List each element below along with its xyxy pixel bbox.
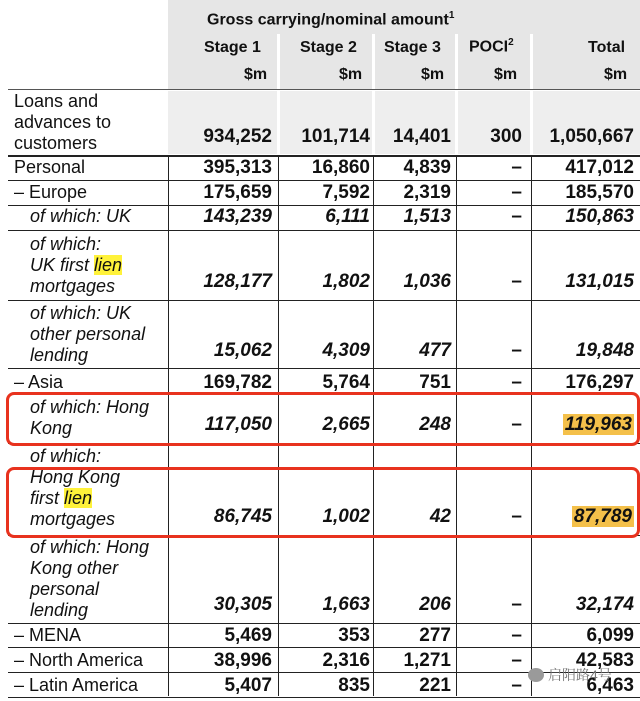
cell: 835	[338, 675, 370, 696]
row-label-loans: Loans and advances to customers	[14, 91, 112, 153]
cell: 2,316	[322, 650, 370, 671]
cell-highlighted: 87,789	[573, 506, 632, 527]
highlight-box-hk-first-lien	[6, 467, 640, 538]
watermark: 启阳路4号	[528, 665, 612, 685]
row-rule	[8, 230, 640, 231]
cell: 150,863	[565, 206, 634, 227]
wechat-icon	[528, 668, 544, 682]
cell: 4,839	[403, 157, 451, 178]
cell: 4,309	[322, 340, 370, 361]
cell: 395,313	[203, 157, 272, 178]
cell: –	[511, 625, 522, 646]
cell: 2,665	[322, 414, 370, 435]
cell-highlighted: 119,963	[564, 414, 632, 435]
cell: 1,802	[322, 271, 370, 292]
col-sep-3	[455, 34, 458, 156]
row-label-uk: of which: UK	[30, 206, 132, 226]
cell: 221	[419, 675, 451, 696]
unit-poci: $m	[494, 66, 518, 83]
row-label-hk-other: of which: Hong Kong other personal lending	[30, 537, 150, 620]
col-header-stage3: Stage 3	[384, 39, 441, 56]
cell: 101,714	[301, 126, 370, 147]
col-header-poci: POCI$^2$	[469, 37, 514, 56]
cell: 131,015	[565, 271, 634, 292]
cell: 128,177	[203, 271, 272, 292]
col-header-stage1: Stage 1	[204, 39, 261, 56]
cell: 42	[429, 506, 451, 527]
cell: 751	[419, 372, 451, 393]
cell: 5,407	[224, 675, 272, 696]
cell: 6,099	[586, 625, 634, 646]
cell: –	[511, 271, 522, 292]
col-header-total: Total	[588, 39, 626, 56]
cell: 169,782	[203, 372, 272, 393]
unit-stage1: $m	[244, 66, 268, 83]
cell: 19,848	[575, 340, 634, 361]
cell: 175,659	[203, 182, 272, 203]
cell: 14,401	[392, 126, 451, 147]
cell: –	[511, 506, 522, 527]
cell: 934,252	[203, 126, 272, 147]
row-label-personal: Personal	[14, 157, 86, 177]
cell: –	[511, 650, 522, 671]
cell: 185,570	[565, 182, 634, 203]
col-sep-4	[530, 34, 533, 156]
cell: 32,174	[575, 594, 634, 615]
cell: 7,592	[322, 182, 370, 203]
cell: 477	[419, 340, 451, 361]
group-title: Gross carrying/nominal amount$^1$	[207, 10, 455, 29]
cell: –	[511, 372, 522, 393]
cell: 117,050	[204, 414, 272, 435]
col-header-stage2: Stage 2	[300, 39, 357, 56]
col-sep-2	[372, 34, 375, 156]
header-rule	[8, 89, 640, 90]
row-rule	[8, 623, 640, 624]
cell: 206	[419, 594, 451, 615]
cell: 30,305	[213, 594, 272, 615]
cell: 1,002	[322, 506, 370, 527]
cell: –	[511, 157, 522, 178]
cell: 5,764	[322, 372, 370, 393]
cell: –	[511, 594, 522, 615]
cell: 300	[490, 126, 522, 147]
row-rule	[8, 697, 640, 698]
cell: 15,062	[213, 340, 272, 361]
cell: 143,239	[203, 206, 272, 227]
cell: –	[511, 206, 522, 227]
cell: 1,663	[322, 594, 370, 615]
row-label-hk-first-lien: of which: Hong Kong first lien mortgages	[30, 446, 121, 529]
cell: –	[511, 414, 522, 435]
cell: 1,513	[403, 206, 451, 227]
cell: –	[511, 675, 522, 696]
unit-stage2: $m	[339, 66, 363, 83]
unit-stage3: $m	[421, 66, 445, 83]
cell: 6,463	[586, 675, 634, 696]
row-label-uk-first-lien: of which: UK first lien mortgages	[30, 234, 123, 296]
row-label-asia: – Asia	[14, 372, 64, 392]
cell: –	[511, 182, 522, 203]
cell: 6,111	[325, 206, 370, 227]
cell: 176,297	[565, 372, 634, 393]
cell: 353	[338, 625, 370, 646]
cell: 38,996	[213, 650, 272, 671]
cell: 1,271	[403, 650, 451, 671]
row-label-mena: – MENA	[14, 625, 82, 645]
cell: –	[511, 340, 522, 361]
cell: 86,745	[213, 506, 272, 527]
row-label-europe: – Europe	[14, 182, 88, 202]
cell: 2,319	[403, 182, 451, 203]
row-label-uk-other: of which: UK other personal lending	[30, 303, 146, 365]
row-rule	[8, 180, 640, 181]
cell: 1,050,667	[549, 126, 634, 147]
row-rule	[8, 300, 640, 301]
cell: 16,860	[311, 157, 370, 178]
row-rule	[8, 368, 640, 369]
row-label-latin-america: – Latin America	[14, 675, 139, 695]
row-label-hong-kong: of which: Hong Kong	[30, 397, 150, 438]
unit-total: $m	[604, 66, 628, 83]
row-label-north-america: – North America	[14, 650, 144, 670]
cell: 5,469	[224, 625, 272, 646]
row-rule	[8, 647, 640, 648]
cell: 1,036	[403, 271, 451, 292]
highlight-box-hong-kong	[6, 392, 640, 446]
cell: 417,012	[565, 157, 634, 178]
col-sep-1	[277, 34, 280, 156]
cell: 248	[419, 414, 451, 435]
cell: 277	[419, 625, 451, 646]
cell: 42,583	[575, 650, 634, 671]
